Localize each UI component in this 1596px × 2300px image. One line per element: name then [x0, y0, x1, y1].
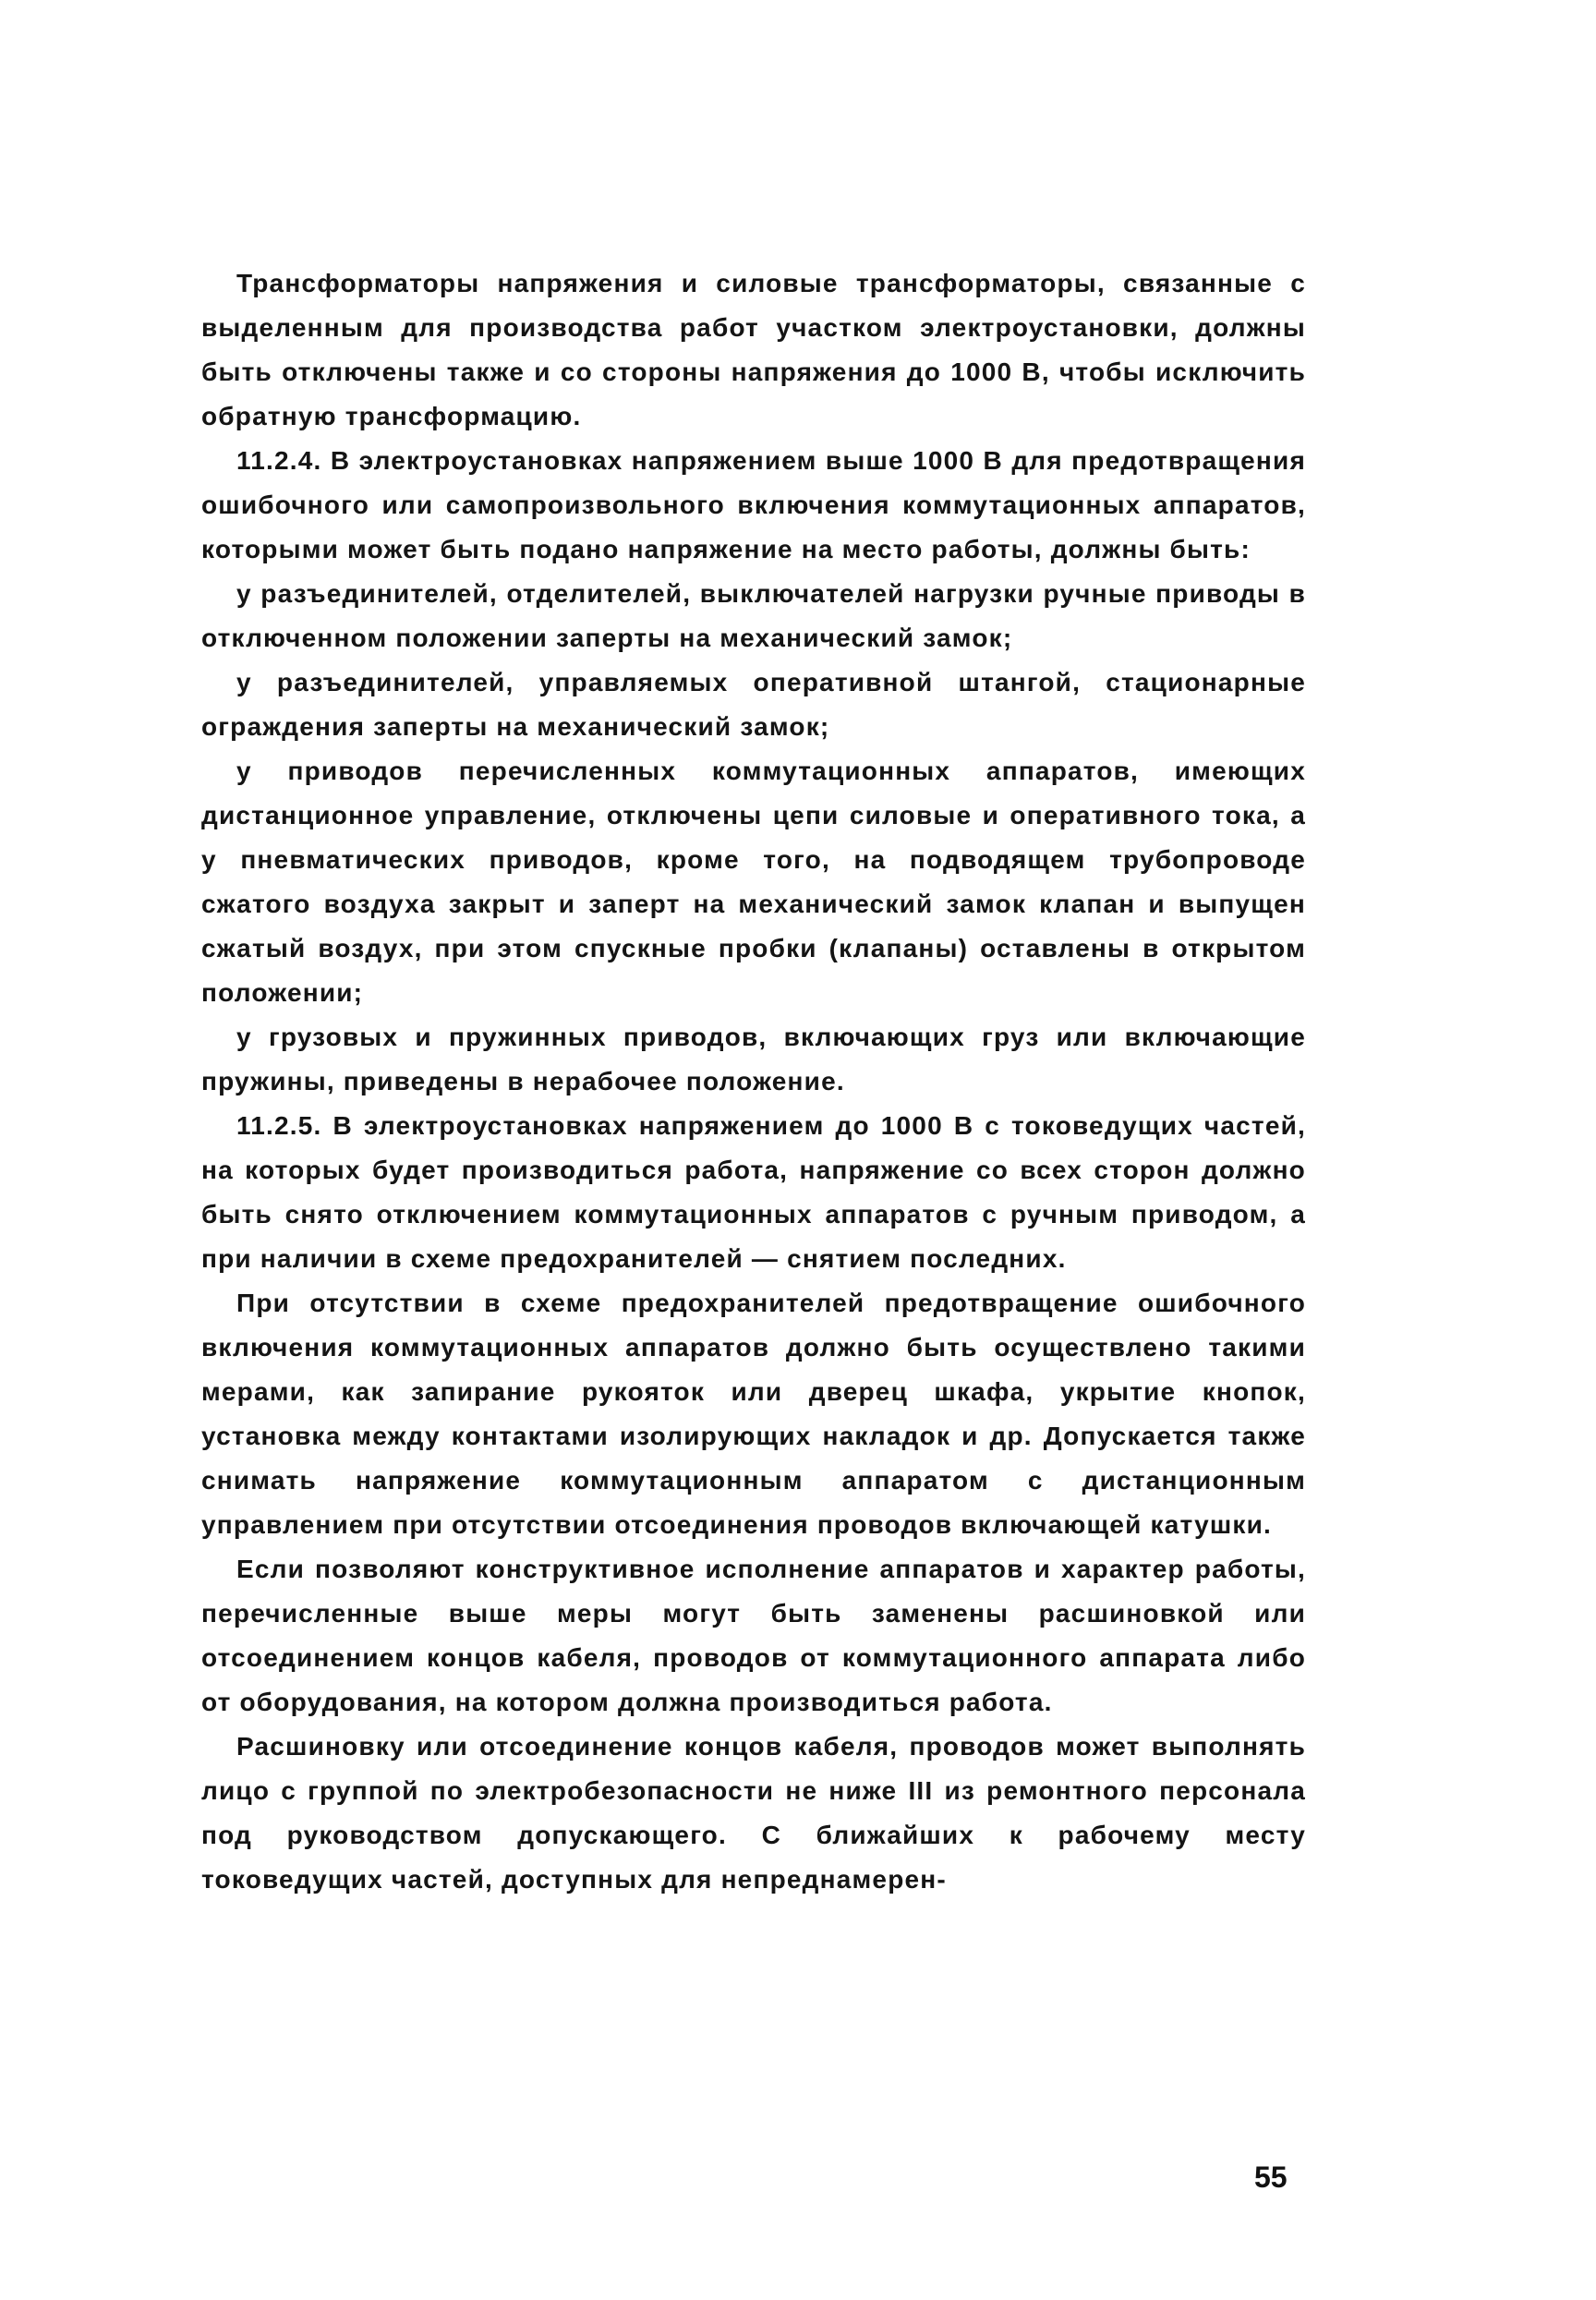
paragraph-spring-drives: у грузовых и пружинных приводов, включающих груз или включающие пружины, приведены в нерабочее положение. — [201, 1023, 1306, 1096]
paragraph-disconnection-staff: Расшиновку или отсоединение концов кабеля, проводов может выполнять лицо с группой по электробезопасности не ниже III из ремонтного персонала под руководством допускающего. С ближайших к рабочему месту токоведущих частей, доступных для непреднамерен- — [201, 1732, 1306, 1894]
paragraph-remote-drives: у приводов перечисленных коммутационных аппаратов, имеющих дистанционное управление, отключены цепи силовые и оперативного тока, а у пневматических приводов, кроме того, на подводящем трубопроводе сжатого воздуха закрыт и заперт на механический замок клапан и выпущен сжатый воздух, при этом спускные пробки (клапаны) оставлены в открытом положении; — [201, 757, 1306, 1007]
paragraph-disconnectors-rod: у разъединителей, управляемых оперативной штангой, стационарные ограждения заперты на механический замок; — [201, 668, 1306, 741]
body-text — [201, 261, 1306, 1902]
paragraph-disconnectors-manual: у разъединителей, отделителей, выключателей нагрузки ручные приводы в отключенном положении заперты на механический замок; — [201, 579, 1306, 652]
paragraph-design-permits: Если позволяют конструктивное исполнение аппаратов и характер работы, перечисленные выше меры могут быть заменены расшиновкой или отсоединением концов кабеля, проводов от коммутационного аппарата либо от оборудования, на котором должна производиться работа. — [201, 1555, 1306, 1716]
paragraph-11-2-5: 11.2.5. В электроустановках напряжением до 1000 В с токоведущих частей, на которых будет производиться работа, напряжение со всех сторон должно быть снято отключением коммутационных аппаратов с ручным приводом, а при наличии в схеме предохранителей — снятием последних. — [201, 1111, 1306, 1273]
paragraph-transformers: Трансформаторы напряжения и силовые трансформаторы, связанные с выделенным для производства работ участком электроустановки, должны быть отключены также и со стороны напряжения до 1000 В, чтобы исключить обратную трансформацию. — [201, 269, 1306, 430]
paragraph-no-fuses: При отсутствии в схеме предохранителей предотвращение ошибочного включения коммутационных аппаратов должно быть осуществлено такими мерами, как запирание рукояток или дверец шкафа, укрытие кнопок, установка между контактами изолирующих накладок и др. Допускается также снимать напряжение коммутационным аппаратом с дистанционным управлением при отсутствии отсоединения проводов включающей катушки. — [201, 1289, 1306, 1539]
paragraph-11-2-4: 11.2.4. В электроустановках напряжением выше 1000 В для предотвращения ошибочного или самопроизвольного включения коммутационных аппаратов, которыми может быть подано напряжение на место работы, должны быть: — [201, 446, 1306, 563]
page-number: 55 — [1254, 2161, 1288, 2194]
